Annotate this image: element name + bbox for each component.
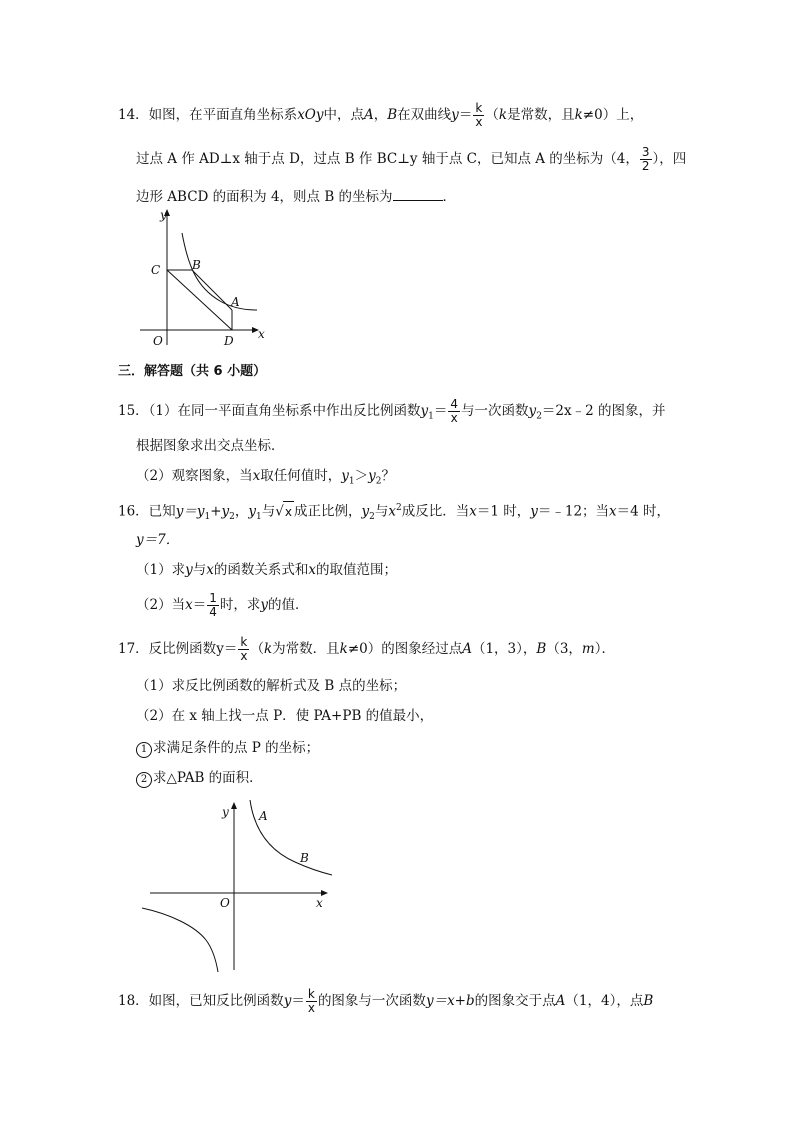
q15-line1: [118, 398, 666, 427]
text: A: [462, 641, 472, 657]
text: y: [368, 468, 376, 484]
text: 成反比．当: [401, 503, 470, 520]
subscript: 2: [536, 411, 542, 422]
sqrt-radicand: x: [283, 501, 294, 522]
text: y: [216, 641, 224, 657]
text: y: [530, 503, 538, 520]
text: 边形 ABCD 的面积为 4，则点 B 的坐标为: [136, 189, 393, 205]
text: ≠0）上，: [582, 107, 644, 123]
text: ．: [442, 189, 457, 205]
text: （: [250, 641, 264, 657]
text: ＝4 时，: [616, 503, 671, 520]
text: 17．反比例函数: [118, 641, 217, 657]
text: （2）当: [136, 597, 186, 613]
text: ，: [373, 107, 388, 123]
label-C: C: [151, 263, 161, 277]
numerator: k: [473, 102, 484, 116]
label-A: A: [259, 809, 268, 823]
text: 过点 A 作 AD⊥x 轴于点 D，过点 B 作 BC⊥y 轴于点 C，已知点 A 的坐标为（4，: [136, 151, 639, 167]
text: y: [260, 597, 268, 613]
text: （1）求: [136, 562, 186, 578]
text: 求△PAB 的面积．: [153, 770, 263, 786]
text: ＝: [223, 641, 238, 657]
text: x: [308, 562, 316, 578]
denominator: 4: [209, 605, 217, 619]
text: A: [555, 993, 566, 1009]
text: 与一次函数: [461, 403, 529, 419]
text: x: [388, 503, 396, 520]
text: x: [469, 503, 477, 520]
q17-line4: [136, 738, 319, 758]
text: 的取值范围；: [315, 562, 397, 578]
text: 在双曲线: [397, 107, 452, 123]
text: y: [451, 107, 459, 123]
q17-line5: [136, 768, 263, 788]
y-axis-arrow: [231, 802, 237, 809]
text: B: [643, 993, 654, 1009]
q15-line3: [136, 466, 395, 492]
text: +y: [210, 503, 230, 520]
q15-line2: 根据图象求出交点坐标．: [136, 438, 285, 454]
q14-line2: [136, 146, 686, 173]
label-D: D: [224, 334, 234, 348]
text: 的函数关系式和: [213, 562, 309, 578]
denominator: x: [307, 1001, 315, 1015]
text: 的图象交于点: [474, 993, 556, 1009]
text: ≠0）的图象经过点: [347, 641, 463, 657]
text: 的值．: [268, 597, 309, 613]
text: （1，3），: [471, 641, 537, 657]
text: y: [185, 562, 193, 578]
fraction: [473, 102, 484, 129]
text: y: [420, 403, 429, 419]
denominator: x: [450, 411, 458, 425]
subscript: 1: [348, 476, 355, 487]
text: （2）观察图象，当: [136, 468, 253, 484]
text: 15．（1）在同一平面直角坐标系中作出反比例函数: [118, 403, 421, 419]
q16-line3: [136, 560, 397, 580]
q17-figure: [140, 798, 340, 976]
q14-line1: [118, 102, 643, 129]
subscript: 2: [229, 512, 235, 523]
text: y: [283, 993, 292, 1009]
text: 与: [374, 503, 389, 520]
text: k: [263, 641, 273, 657]
text: ＝2x﹣2 的图象，并: [541, 403, 666, 419]
text: 为常数．且: [272, 641, 340, 657]
text: ＝: [458, 107, 473, 123]
text: k: [498, 107, 508, 123]
denominator: 2: [641, 159, 650, 173]
q14-line3: [136, 186, 456, 207]
subscript: 2: [375, 476, 382, 487]
text: （3，: [546, 641, 582, 657]
numerator: 4: [450, 397, 459, 411]
superscript: 2: [395, 503, 402, 513]
text: x: [609, 503, 617, 520]
text: （1，4），点: [565, 993, 644, 1009]
text: k: [574, 107, 583, 123]
text: y: [361, 503, 370, 520]
denominator: x: [240, 649, 248, 663]
label-y: y: [222, 805, 229, 819]
text: 时，求: [219, 597, 261, 613]
text: ），四: [652, 151, 687, 167]
text: 取任何值时，: [260, 468, 342, 484]
subscript: 1: [428, 411, 434, 422]
text: 成正比例，: [293, 503, 362, 520]
text: ＝: [291, 993, 305, 1009]
fraction: [640, 146, 652, 173]
text: 求满足条件的点 P 的坐标；: [153, 740, 320, 756]
label-O: O: [153, 334, 163, 348]
text: ＝: [433, 403, 448, 419]
segment-BA: [192, 270, 232, 310]
circled-number: 1: [136, 742, 152, 758]
fraction: [238, 636, 249, 663]
numerator: k: [238, 636, 249, 650]
text: A: [364, 107, 374, 123]
fraction: [448, 398, 460, 425]
text: xOy: [297, 107, 324, 123]
label-x: x: [258, 327, 265, 341]
q14-figure: [132, 205, 272, 350]
text: y＝y: [175, 503, 205, 520]
text: k: [339, 641, 348, 657]
text: ）．: [594, 641, 615, 657]
subscript: 1: [204, 512, 211, 523]
q16-line2: y＝7．: [136, 532, 180, 548]
label-O: O: [220, 896, 230, 910]
text: ＝1 时，: [476, 503, 531, 520]
q16-line1: [118, 498, 670, 527]
label-B: B: [192, 258, 201, 272]
text: y: [341, 468, 349, 484]
q17-line3: （2）在 x 轴上找一点 P．使 PA+PB 的值最小，: [136, 708, 434, 724]
text: m: [581, 641, 595, 657]
text: 是常数，且: [507, 107, 575, 123]
text: 中，点: [323, 107, 364, 123]
text: ＝﹣12；当: [537, 503, 610, 520]
text: ？: [381, 468, 395, 484]
q17-line2: （1）求反比例函数的解析式及 B 点的坐标；: [136, 678, 407, 694]
text: 与: [192, 562, 207, 578]
text: x: [206, 562, 214, 578]
q18-line1: [118, 988, 653, 1015]
subscript: 2: [369, 512, 375, 523]
numerator: 3: [641, 145, 650, 159]
circled-number: 2: [136, 772, 152, 788]
fraction: [207, 592, 219, 619]
fraction: [306, 988, 317, 1015]
denominator: x: [475, 115, 483, 129]
text: 18．如图，已知反比例函数: [118, 993, 284, 1009]
q17-line1: [118, 636, 615, 663]
numerator: 1: [209, 591, 217, 605]
text: B: [536, 641, 547, 657]
text: x: [252, 468, 261, 484]
text: y: [248, 503, 257, 520]
text: 的图象与一次函数: [317, 993, 426, 1009]
numerator: k: [306, 988, 317, 1002]
label-A: A: [231, 295, 240, 309]
text: （: [485, 107, 499, 123]
text: 与: [261, 503, 276, 520]
text: x: [185, 597, 193, 613]
text: y: [528, 403, 537, 419]
sqrt-symbol: √: [275, 503, 284, 520]
q16-line4: [136, 592, 309, 619]
text: ＝: [192, 597, 207, 613]
answer-blank: [393, 186, 443, 201]
subscript: 1: [256, 512, 262, 523]
text: ＞: [354, 468, 369, 484]
label-y: y: [160, 208, 167, 222]
section-heading: 三．解答题（共 6 小题）: [118, 364, 267, 379]
text: 14．如图，在平面直角坐标系: [118, 107, 298, 123]
text: y＝x+b: [425, 993, 475, 1009]
label-x: x: [316, 896, 323, 910]
text: B: [387, 107, 398, 123]
label-B: B: [300, 851, 309, 865]
hyperbola-branch-lower: [142, 908, 218, 972]
text: 16．已知: [118, 503, 176, 520]
text: ，: [234, 503, 249, 520]
